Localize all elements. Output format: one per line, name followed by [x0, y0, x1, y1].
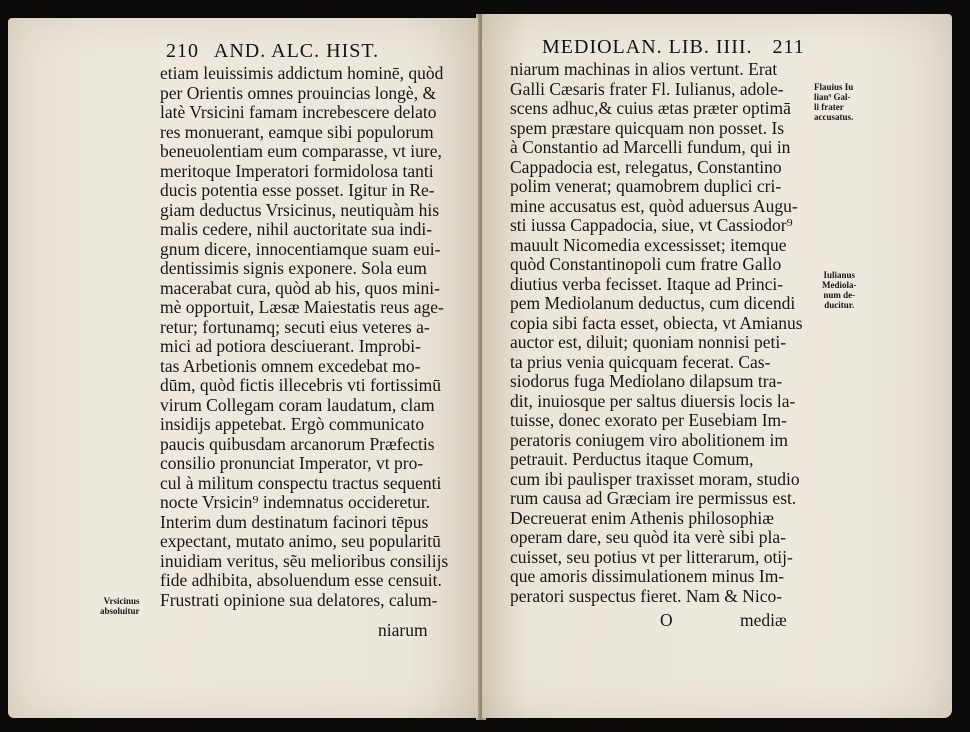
text-line: cum ibi paulisper traxisset moram, studio [510, 468, 800, 489]
text-line: macerabat cura, quòd ab his, quos mini- [160, 277, 440, 298]
text-line: res monuerant, eamque sibi populorum [160, 121, 434, 142]
text-line: nocte Vrsicin⁹ indemnatus occideretur. [160, 492, 431, 512]
left-head-title: AND. ALC. HIST. [213, 40, 380, 62]
text-line: Frustrati opinione sua delatores, calum- [160, 589, 438, 610]
text-line: etiam leuissimis addictum hominē, quòd [160, 63, 444, 83]
text-line: cul à militum conspectu tractus sequenti [160, 472, 442, 493]
text-line: fide adhibita, absoluendum esse censuit. [160, 570, 442, 590]
text-line: rum causa ad Græciam ire permissus est. [510, 488, 797, 508]
text-line: ta prius venia quicquam fecerat. Cas- [510, 351, 771, 372]
text-line: petrauit. Perductus itaque Comum, [510, 449, 754, 469]
text-line: insidijs appetebat. Ergò communicato [160, 414, 425, 434]
text-line: auctor est, diluit; quoniam nonnisi peti- [510, 332, 787, 352]
text-line: Cappadocia est, relegatus, Constantino [510, 156, 782, 177]
right-body-text [510, 60, 803, 606]
text-line: dūm, quòd fictis illecebris vti fortissimū [160, 375, 441, 395]
text-line: Interim dum destinatum facinori tēpus [160, 511, 429, 532]
text-line: tuisse, donec exorato per Eusebiam Im- [510, 410, 787, 430]
text-line: consilio pronunciat Imperator, vt pro- [160, 453, 424, 473]
text-line: ducis potentia esse posset. Igitur in Re- [160, 180, 435, 200]
text-line: quòd Constantinopoli cum fratre Gallo [510, 254, 782, 274]
text-line: dentissimis signis exponere. Sola eum [160, 258, 427, 278]
left-running-head [166, 40, 379, 63]
signature-mark: O [660, 610, 673, 630]
text-line: mine accusatus est, quòd aduersus Augu- [510, 195, 798, 216]
text-line: giam deductus Vrsicinus, neutiquàm his [160, 199, 440, 220]
left-catchword: niarum [378, 620, 428, 640]
margin-note-line: Iulianus [823, 270, 856, 280]
text-line: beneuolentiam eum comparasse, vt iure, [160, 141, 442, 161]
left-page [8, 18, 478, 718]
text-line: copia sibi facta esset, obiecta, vt Amianus [510, 312, 803, 333]
left-page-number: 210 [166, 40, 199, 62]
text-line: dit, inuiosque per saltus diuersis locis la- [510, 390, 796, 411]
text-line: pem Mediolanum deductus, cum dicendi [510, 293, 796, 313]
right-margin-note-2 [822, 270, 857, 310]
right-head-title: MEDIOLAN. LIB. IIII. [542, 36, 753, 58]
text-line: niarum machinas in alios vertunt. Erat [510, 59, 778, 79]
text-line: retur; fortunamq; secuti eius veteres a- [160, 316, 430, 337]
text-line: spem præstare quicquam non posset. Is [510, 117, 785, 138]
text-line: diutius verba fecisset. Itaque ad Princi- [510, 273, 784, 294]
text-line: meritoque Imperatori formidolosa tanti [160, 160, 434, 181]
margin-note-line: accusatus. [814, 112, 854, 122]
text-line: inuidiam veritus, sẽu melioribus consilijs [160, 550, 449, 571]
margin-note-line: ducitur. [824, 300, 855, 310]
text-line: latè Vrsicini famam increbescere delato [160, 102, 437, 122]
text-line: tas Arbetionis omnem excedebat mo- [160, 355, 421, 376]
text-line: polim venerat; quamobrem duplici cri- [510, 176, 782, 196]
margin-note-line: lian⁹ Gal- [814, 92, 851, 102]
margin-note-line: li frater [814, 102, 844, 112]
text-line: sti iussa Cappadocia, siue, vt Cassiodor⁹ [510, 215, 793, 235]
margin-note-line: absoluitur [100, 606, 140, 616]
text-line: malis cedere, nihil auctoritate sua indi- [160, 219, 433, 239]
text-line: siodorus fuga Mediolano dilapsum tra- [510, 371, 783, 391]
text-line: Decreuerat enim Athenis philosophiæ [510, 507, 774, 528]
margin-note-line: Mediola- [822, 280, 857, 290]
right-page-number: 211 [772, 36, 805, 58]
left-body-text [160, 64, 448, 610]
text-line: cuisset, seu potius vt per litterarum, otij- [510, 546, 793, 567]
text-line: gnum dicere, innocentiamque suam eui- [160, 238, 441, 259]
text-line: mè opportuit, Læsæ Maiestatis reus age- [160, 297, 444, 317]
text-line: scens adhuc,& cuius ætas præter optimā [510, 98, 791, 118]
text-line: mauult Nicomedia excessisset; itemque [510, 234, 787, 255]
text-line: Galli Cæsaris frater Fl. Iulianus, adole- [510, 78, 784, 99]
right-page [482, 14, 952, 718]
margin-note-line: Flauius Iu [814, 82, 854, 92]
text-line: mici ad potiora desciuerant. Improbi- [160, 336, 421, 356]
margin-note-line: num de- [823, 290, 856, 300]
right-running-head [542, 36, 805, 59]
text-line: peratoris coniugem viro abolitionem im [510, 429, 788, 450]
text-line: peratori suspectus fieret. Nam & Nico- [510, 585, 783, 606]
left-margin-note [100, 596, 140, 616]
text-line: à Constantio ad Marcelli fundum, qui in [510, 137, 791, 157]
text-line: paucis quibusdam arcanorum Præfectis [160, 433, 435, 454]
right-catchword: mediæ [740, 610, 787, 630]
text-line: que amoris dissimulationem minus Im- [510, 566, 785, 586]
text-line: expectant, mutato animo, seu popularitū [160, 531, 441, 551]
right-margin-note-1 [814, 82, 853, 122]
margin-note-line: Vrsicinus [103, 596, 140, 606]
text-line: operam dare, seu quòd ita verè sibi pla- [510, 527, 787, 547]
text-line: per Orientis omnes prouincias longè, & [160, 82, 437, 103]
text-line: virum Collegam coram laudatum, clam [160, 394, 435, 415]
